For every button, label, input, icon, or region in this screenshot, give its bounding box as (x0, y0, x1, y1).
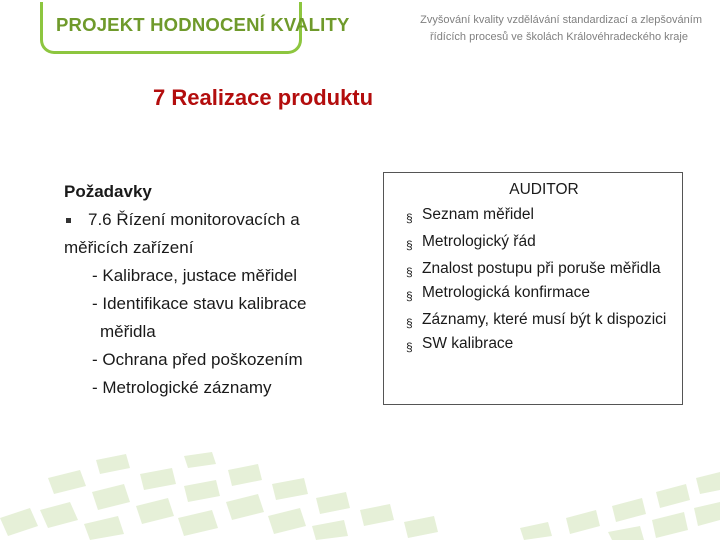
sub-item: - Metrologické záznamy (92, 378, 272, 397)
auditor-item (404, 311, 672, 329)
logo-frame (40, 2, 350, 54)
sub-item: - Kalibrace, justace měřidel (92, 266, 298, 285)
auditor-item-text: Seznam měřidel (422, 206, 534, 223)
requirement-bullet (64, 206, 384, 234)
header-desc-line-1: Zvyšování kvality vzdělávání standardizací a zlepšováním (420, 14, 702, 26)
auditor-title: AUDITOR (509, 181, 579, 198)
section-bullet-icon: § (406, 265, 413, 279)
auditor-item (404, 284, 672, 302)
auditor-item-text: Metrologický řád (422, 233, 536, 250)
project-logo-text: PROJEKT HODNOCENÍ KVALITY (56, 14, 350, 35)
sub-item-continuation: měřidla (100, 322, 156, 341)
square-bullet-icon (66, 218, 71, 223)
auditor-item (404, 335, 672, 353)
auditor-item-text: SW kalibrace (422, 335, 514, 352)
sub-item: - Identifikace stavu kalibrace (92, 294, 307, 313)
auditor-item (404, 260, 672, 278)
requirements-column (64, 178, 384, 402)
requirements-heading: Požadavky (64, 182, 152, 201)
decorative-tile-pattern (0, 448, 720, 540)
sub-item: - Ochrana před poškozením (92, 350, 303, 369)
section-bullet-icon: § (406, 316, 413, 330)
auditor-item-text: Záznamy, které musí být k dispozici (422, 311, 667, 328)
auditor-box (383, 172, 683, 405)
header-description (404, 12, 702, 46)
auditor-item-text: Znalost postupu při poruše měřidla (422, 260, 661, 277)
section-bullet-icon: § (406, 340, 413, 354)
auditor-item (404, 233, 672, 251)
auditor-item-text: Metrologická konfirmace (422, 284, 590, 301)
section-bullet-icon: § (406, 289, 413, 303)
slide-title: 7 Realizace produktu (153, 85, 374, 110)
header-desc-line-2: řídících procesů ve školách Královéhradeckého kraje (429, 31, 688, 43)
requirement-line-2: měřicích zařízení (64, 238, 194, 257)
section-bullet-icon: § (406, 238, 413, 252)
section-bullet-icon: § (406, 211, 413, 225)
requirement-line-1: 7.6 Řízení monitorovacích a (88, 210, 300, 229)
auditor-item (404, 206, 672, 224)
